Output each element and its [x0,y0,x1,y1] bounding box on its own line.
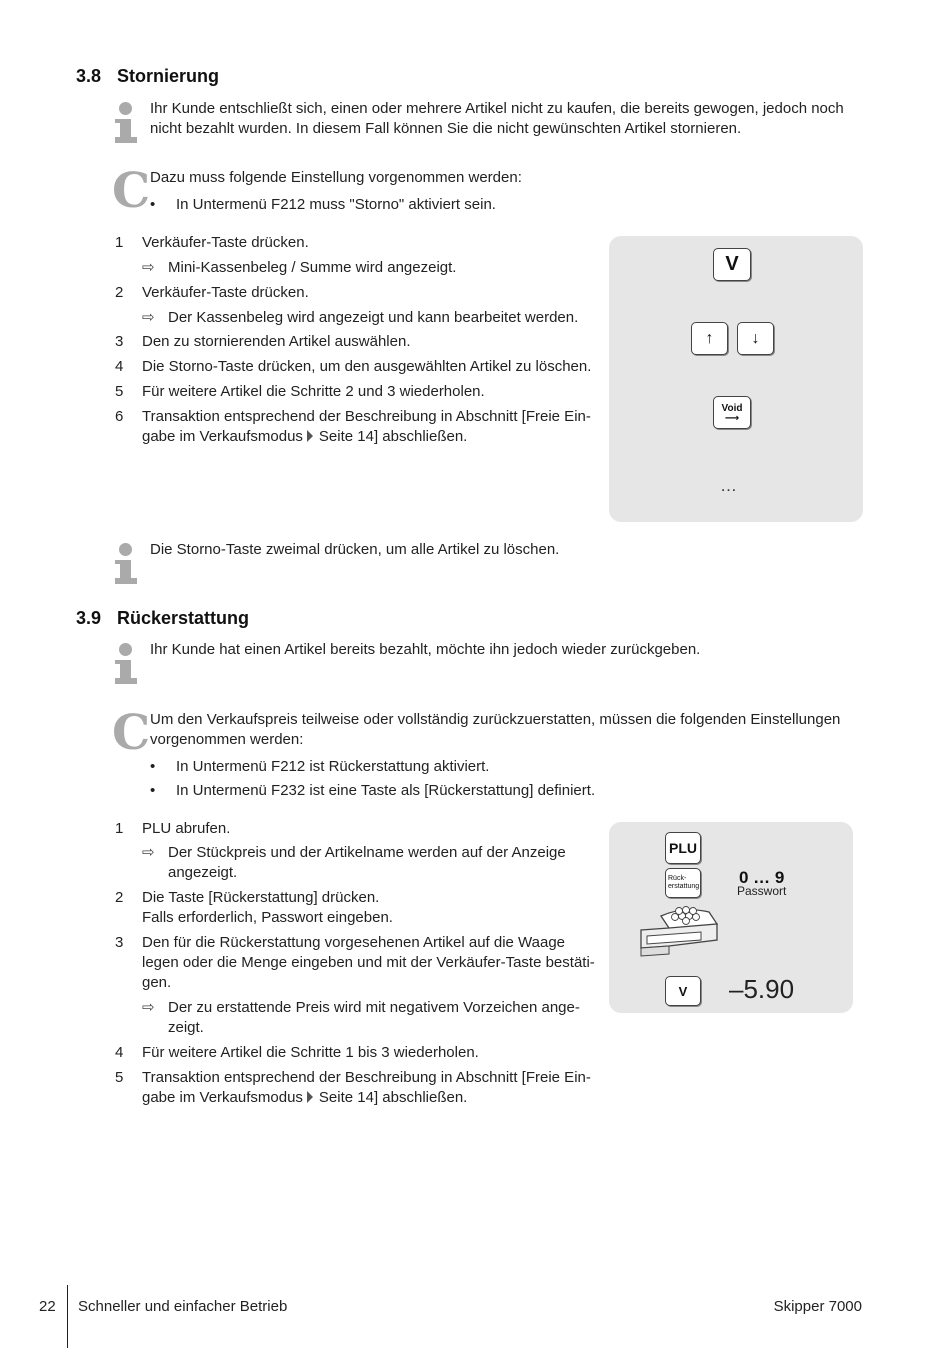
vendor-key: V [713,248,751,281]
refund-key: Rück- erstattung [665,868,701,898]
info-text: Ihr Kunde hat einen Artikel bereits bezahlt, möchte ihn jedoch wieder zurückgeben. [150,641,701,658]
password-label: Passwort [737,884,787,898]
footer-divider [67,1285,68,1348]
step-result: ⇨ Der Stückpreis und der Artikelname werden auf der Anzeige [142,844,566,861]
info-text: Die Storno-Taste zweimal drücken, um alle Artikel zu löschen. [150,541,560,558]
section-heading-3-9 [76,608,249,629]
condition-intro: Dazu muss folgende Einstellung vorgenommen werden: [150,169,522,186]
vendor-key: V [665,976,701,1006]
right-arrow-icon: ⟶ [724,412,740,424]
page-number: 22 [39,1298,56,1315]
result-arrow-icon: ⇨ [142,259,155,276]
info-icon [115,102,137,148]
step-result: ⇨ Mini-Kassenbeleg / Summe wird angezeigt. [142,259,457,276]
illustration-panel [609,822,853,1013]
section-title: Stornierung [117,66,219,86]
step-6-cont: gabe im Verkaufsmodus Seite 14] abschließen. [142,428,468,445]
step-result: ⇨ Der zu erstattende Preis wird mit negativem Vorzeichen ange- [142,999,580,1016]
step-6: 6 Transaktion entsprechend der Beschreibung in Abschnitt [Freie Ein- [115,408,591,425]
condition-icon: C [112,163,151,219]
step-4: 4 Für weitere Artikel die Schritte 1 bis 3 wiederholen. [115,1044,479,1061]
arrow-up-key: ↑ [691,322,728,355]
step-result: ⇨ Der Kassenbeleg wird angezeigt und kann bearbeitet werden. [142,309,579,326]
link-arrow-icon [307,1091,313,1103]
section-heading-3-8 [76,66,219,87]
result-arrow-icon: ⇨ [142,844,155,861]
condition-intro-1: Um den Verkaufspreis teilweise oder vollständig zurückzuerstatten, müssen die folgenden Einstellungen [150,711,841,728]
result-arrow-icon: ⇨ [142,309,155,326]
step-5: 5 Für weitere Artikel die Schritte 2 und 3 wiederholen. [115,383,485,400]
page-link[interactable]: Seite 14] abschließen. [318,1089,468,1106]
digit-range: 0 … 9 [739,868,785,887]
info-icon [115,543,137,589]
info-icon [115,643,137,689]
condition-bullet: • In Untermenü F212 muss "Storno" aktiviert sein. [176,195,496,215]
section-title: Rückerstattung [117,608,250,628]
display-amount: –5.90 [729,974,795,1004]
step-3: 3 Den zu stornierenden Artikel auswählen. [115,333,411,350]
step-1: 1 Verkäufer-Taste drücken. [115,234,309,251]
step-2: 2 Verkäufer-Taste drücken. [115,284,309,301]
step-3: 3 Den für die Rückerstattung vorgesehenen Artikel auf die Waage [115,934,566,951]
step-result-cont: zeigt. [168,1019,204,1036]
illustration-panel [609,236,863,522]
plu-key: PLU [665,832,701,864]
step-result-cont: angezeigt. [168,864,238,881]
condition-intro-2: vorgenommen werden: [150,731,304,748]
step-5-cont: gabe im Verkaufsmodus Seite 14] abschließen. [142,1089,468,1106]
step-2: 2 Die Taste [Rückerstattung] drücken. [115,889,380,906]
product-name: Skipper 7000 [773,1298,862,1315]
scale-icon [639,906,721,958]
condition-bullet: • In Untermenü F232 ist eine Taste als [Rückerstattung] definiert. [176,781,595,801]
condition-bullet: • In Untermenü F212 ist Rückerstattung aktiviert. [176,757,489,777]
ellipsis: … [720,476,737,495]
page-link[interactable]: Seite 14] abschließen. [318,428,468,445]
section-number: 3.8 [76,66,102,86]
section-number: 3.9 [76,608,102,628]
step-1: 1 PLU abrufen. [115,820,231,837]
chapter-title: Schneller und einfacher Betrieb [78,1298,288,1315]
step-3-cont: gen. [142,974,172,991]
result-arrow-icon: ⇨ [142,999,155,1016]
condition-icon: C [112,705,151,761]
step-2-cont: Falls erforderlich, Passwort eingeben. [142,909,393,926]
arrow-down-key: ↓ [737,322,774,355]
step-4: 4 Die Storno-Taste drücken, um den ausgewählten Artikel zu löschen. [115,358,592,375]
step-5: 5 Transaktion entsprechend der Beschreibung in Abschnitt [Freie Ein- [115,1069,591,1086]
link-arrow-icon [307,430,313,442]
void-key: Void ⟶ [713,396,751,429]
info-text: Ihr Kunde entschließt sich, einen oder mehrere Artikel nicht zu kaufen, die bereits gewogen, jedoch noch nicht bezahlt wurden. In diesem Fall können Sie die nicht gewünschten Artikel stornieren. [150,100,844,137]
step-3-cont: legen oder die Menge eingeben und mit der Verkäufer-Taste bestäti- [142,954,595,971]
